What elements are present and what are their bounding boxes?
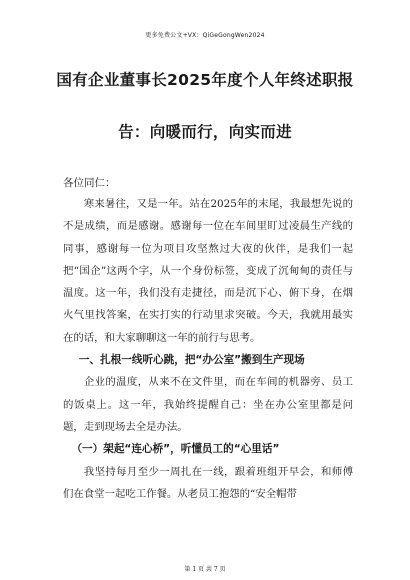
page-footer: 第 1 页 共 7 页 [184, 566, 226, 573]
document-body [63, 193, 353, 505]
section-heading-1: 一、扎根一线听心跳，把“办公室”搬到生产现场 [78, 354, 305, 367]
document-title-line-1: 国有企业董事长2025年度个人年终述职报 [56, 71, 354, 89]
paragraph-section-1: 企业的温度，从来不在文件里，而在车间的机器旁、员工的饭桌上。这一年，我始终提醒自己：坐在办公室里都是问题，走到现场去全是办法。 [63, 376, 353, 433]
header-note: 更多免费公文+VX：QiGeGongWen2024 [145, 32, 265, 39]
paragraph-subsection-1: 我坚持每月至少一周扎在一线，跟着班组开早会，和师傅们在食堂一起吃工作餐。从老员工抱怨的“安全帽带 [63, 465, 353, 500]
paragraph-intro: 寒来暑往，又是一年。站在2025年的末尾，我最想先说的不是成绩，而是感谢。感谢每一位在车间里盯过凌晨生产线的同事，感谢每一位为项目攻坚熬过大夜的伙伴，是我们一起把“国企”这两个字，从一个身份标签，变成了沉甸甸的责任与温度。这一年，我们没有走捷径，而是沉下心、俯下身，在烟火气里找答案，在实打实的行动里求突破。今天，我就用最实在的话，和大家聊聊这一年的前行与思考。 [63, 198, 353, 344]
document-title-line-2: 告：向暖而行，向实而进 [118, 123, 292, 141]
salutation: 各位同仁： [63, 177, 116, 189]
subsection-heading-1: （一）架起“连心桥”，听懂员工的“心里话” [71, 443, 280, 456]
